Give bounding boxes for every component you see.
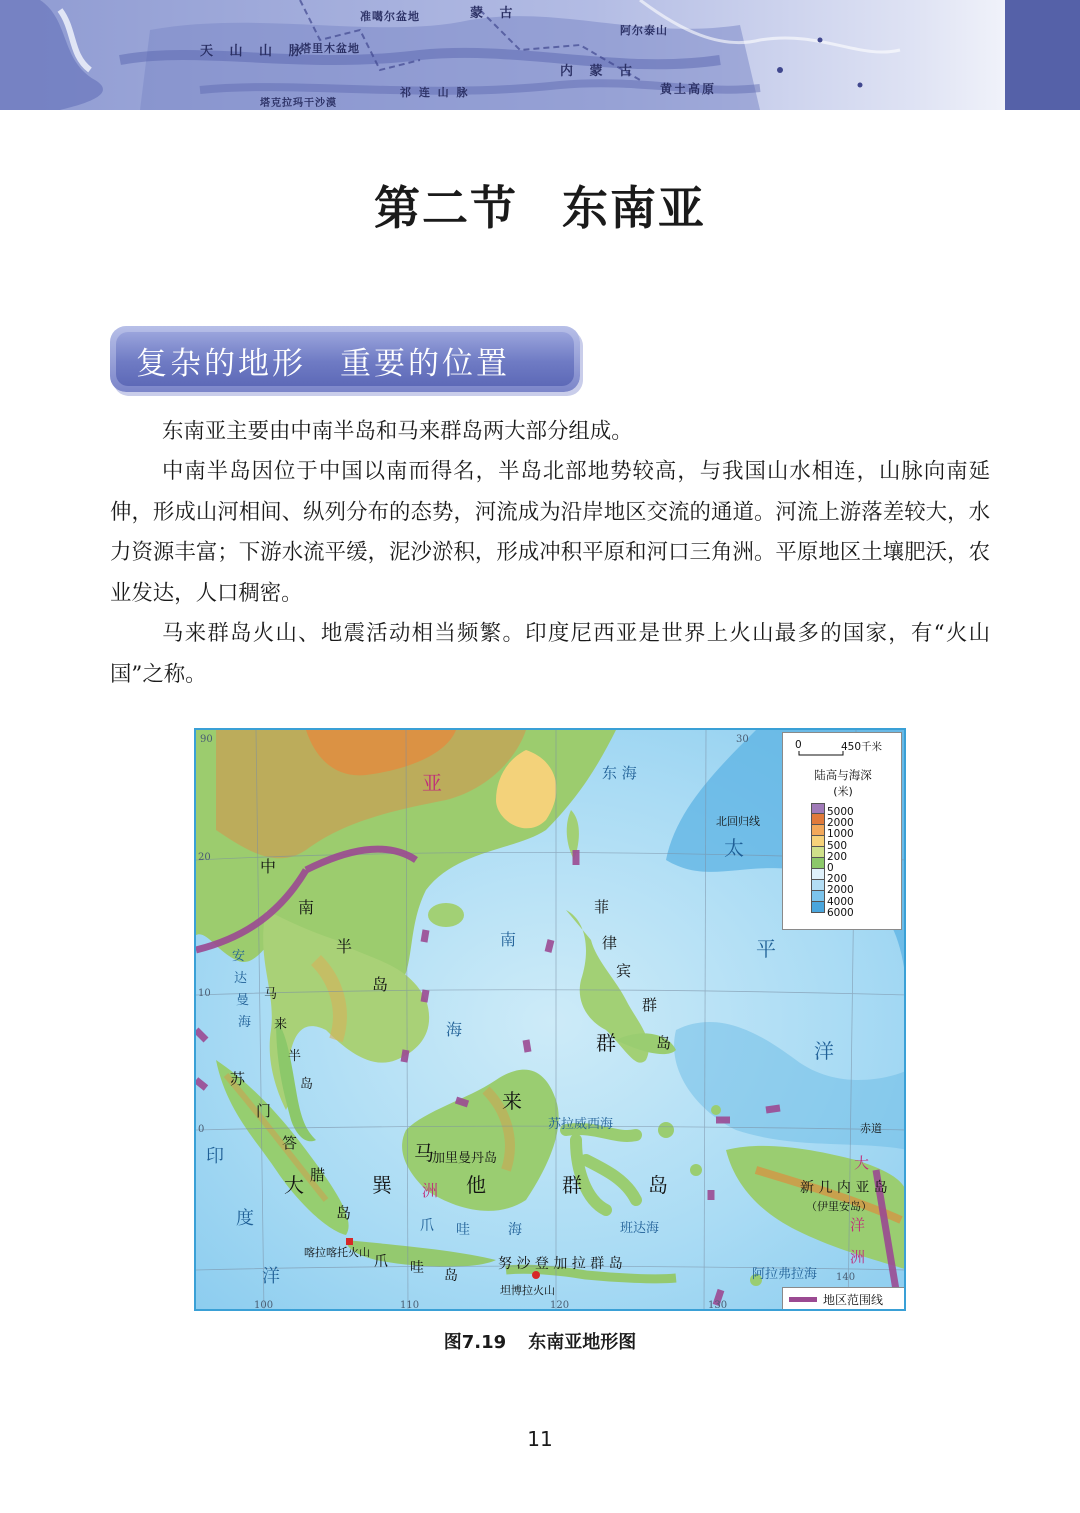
scale-line — [791, 739, 895, 759]
legend-bar-2000 — [811, 814, 825, 825]
section-title — [0, 172, 1080, 238]
grid-lon-130: 130 — [708, 1300, 728, 1311]
legend-value: 6000 — [827, 906, 854, 919]
label-java-1: 爪 — [374, 1254, 388, 1270]
banner-label: 祁 连 山 脉 — [400, 86, 470, 99]
label-malay-archipelago-1: 群 — [596, 1031, 616, 1055]
section-name: 东南亚 — [562, 181, 706, 235]
label-andaman-1: 安 — [232, 949, 246, 964]
grid-deg-30: 30 — [736, 734, 749, 745]
legend-color-bars — [811, 803, 825, 913]
label-celebes-island: 岛 — [648, 1173, 668, 1197]
label-java-sea-3: 海 — [508, 1222, 522, 1238]
subsection-title-part2: 重要的位置 — [340, 346, 510, 382]
label-celebes-group: 群 — [562, 1173, 582, 1197]
legend-bar-1000 — [811, 825, 825, 836]
label-malay-peninsula-4: 岛 — [300, 1077, 314, 1092]
label-equator: 赤道 — [860, 1122, 882, 1135]
label-indochina-1: 中 — [260, 857, 277, 876]
label-philippines-5: 岛 — [656, 1034, 672, 1052]
grid-lat-0: 0 — [198, 1124, 205, 1135]
legend-bar-200 — [811, 847, 825, 858]
label-java-sea-1: 爪 — [420, 1218, 434, 1234]
grid-lon-110: 110 — [400, 1300, 420, 1311]
label-asia-continent: 洲 — [422, 1181, 439, 1200]
legend-title: 陆高与海深 — [814, 768, 872, 782]
label-sumatra-3: 答 — [282, 1134, 298, 1152]
label-indochina-4: 岛 — [372, 975, 389, 994]
label-indian-ocean-3: 洋 — [262, 1266, 280, 1287]
grid-deg-90: 90 — [200, 734, 213, 745]
banner-label: 内 蒙 古 — [560, 64, 639, 79]
legend-value: 0 — [827, 862, 834, 875]
banner-label: 塔克拉玛干沙漠 — [260, 98, 337, 109]
label-java-2: 哇 — [410, 1260, 424, 1276]
scale-bar — [791, 739, 895, 753]
legend-unit: (米) — [833, 785, 853, 798]
map-legend — [782, 732, 902, 930]
header-color-block — [1005, 0, 1080, 110]
label-tropic: 北回归线 — [716, 815, 760, 828]
label-kalimantan: 加里曼丹岛 — [432, 1151, 498, 1166]
label-pacific-3: 洋 — [814, 1039, 834, 1063]
legend-bar-sea-200 — [811, 869, 825, 880]
legend-value: 500 — [827, 839, 848, 852]
legend-value: 200 — [827, 873, 848, 886]
label-sumatra-4: 腊 — [310, 1166, 326, 1184]
legend-value: 2000 — [827, 884, 854, 897]
legend-bar-sea-2000 — [811, 880, 825, 891]
label-new-guinea: 新 几 内 亚 岛 — [800, 1180, 888, 1196]
page-number: 11 — [527, 1427, 553, 1451]
label-pacific-2: 平 — [756, 937, 776, 961]
legend-values — [827, 807, 897, 919]
label-sulawesi-sea: 苏拉威西海 — [548, 1117, 614, 1132]
banner-label: 准噶尔盆地 — [360, 10, 420, 23]
banner-label: 天 山 山 脉 — [200, 44, 308, 59]
label-java-sea-2: 哇 — [456, 1222, 470, 1238]
label-irian: （伊里安岛） — [806, 1200, 872, 1213]
label-banda-sea: 班达海 — [620, 1221, 660, 1236]
paragraph-malay-archipelago: 马来群岛火山、地震活动相当频繁。印度尼西亚是世界上火山最多的国家，有“火山国”之称。 — [110, 621, 990, 687]
label-greater-sunda-3: 他 — [466, 1173, 486, 1197]
label-malay-peninsula-3: 半 — [288, 1049, 302, 1064]
section-number: 第二节 — [374, 181, 518, 235]
label-java-3: 岛 — [444, 1268, 458, 1284]
label-sumatra-5: 岛 — [336, 1204, 352, 1222]
label-malay-archipelago-3: 马 — [414, 1141, 434, 1165]
label-greater-sunda-2: 巽 — [372, 1173, 392, 1197]
subsection-banner — [110, 326, 580, 392]
label-malay-peninsula-2: 来 — [274, 1017, 288, 1032]
legend-bar-sea-4000 — [811, 891, 825, 902]
label-south-sea-1: 南 — [500, 930, 517, 949]
label-oceania-1: 大 — [854, 1154, 870, 1172]
banner-label: 蒙 古 — [470, 6, 519, 21]
paragraph-indochina: 中南半岛因位于中国以南而得名，半岛北部地势较高，与我国山水相连，山脉向南延伸，形成山河相间、纵列分布的态势，河流成为沿岸地区交流的通道。河流上游落差较大，水力资源丰富；下游水流平缓，泥沙淤积，形成冲积平原和河口三角洲。平原地区土壤肥沃，农业发达，人口稠密。 — [110, 459, 990, 606]
label-greater-sunda-1: 大 — [284, 1173, 304, 1197]
grid-lon-120: 120 — [550, 1300, 570, 1311]
subsection-title — [136, 338, 510, 383]
label-indian-ocean-1: 印 — [206, 1146, 224, 1167]
label-malay-peninsula-1: 马 — [264, 987, 278, 1002]
scale-end: 450千米 — [841, 741, 883, 753]
label-tambora: 坦博拉火山 — [500, 1284, 555, 1297]
range-line-legend — [782, 1287, 904, 1309]
label-philippines-2: 律 — [602, 934, 618, 952]
paragraph-intro: 东南亚主要由中南半岛和马来群岛两大部分组成。 — [162, 419, 633, 444]
banner-label: 黄土高原 — [660, 82, 717, 96]
figure-caption — [0, 1328, 1080, 1354]
scale-zero: 0 — [795, 739, 802, 751]
label-krakatau: 喀拉喀托火山 — [304, 1246, 370, 1259]
label-south-sea-2: 海 — [446, 1020, 463, 1039]
label-andaman-2: 达 — [234, 971, 248, 986]
label-philippines-1: 菲 — [594, 898, 610, 916]
label-arafura: 阿拉弗拉海 — [752, 1267, 818, 1282]
subsection-title-part1: 复杂的地形 — [136, 346, 306, 382]
label-nusa-tenggara: 努 沙 登 加 拉 群 岛 — [498, 1256, 623, 1272]
label-indochina-2: 南 — [298, 898, 315, 917]
label-andaman-3: 曼 — [236, 993, 250, 1008]
grid-lat-20: 20 — [198, 852, 211, 863]
legend-bar-5000 — [811, 803, 825, 814]
label-pacific-1: 太 — [724, 836, 744, 860]
range-line-swatch — [789, 1297, 817, 1302]
label-philippines-3: 宾 — [616, 962, 632, 980]
label-asia: 亚 — [422, 771, 442, 795]
label-east-sea: 东 海 — [602, 764, 637, 782]
legend-value: 5000 — [827, 806, 854, 818]
grid-lat-10: 10 — [198, 988, 211, 999]
figure-number: 图7.19 — [443, 1332, 507, 1353]
label-sumatra-2: 门 — [256, 1102, 272, 1120]
grid-lon-140: 140 — [836, 1272, 856, 1283]
label-malay-archipelago-2: 来 — [502, 1089, 522, 1113]
legend-bar-sea-6000 — [811, 902, 825, 913]
legend-value: 1000 — [827, 828, 854, 841]
legend-value: 2000 — [827, 817, 854, 830]
legend-bar-500 — [811, 836, 825, 847]
label-indochina-3: 半 — [336, 937, 353, 956]
label-indian-ocean-2: 度 — [236, 1208, 254, 1229]
banner-label: 阿尔泰山 — [620, 24, 668, 37]
legend-value: 200 — [827, 850, 848, 863]
label-andaman-4: 海 — [238, 1015, 252, 1030]
header-relief-map — [0, 0, 1080, 110]
grid-lon-100: 100 — [254, 1300, 274, 1311]
southeast-asia-map — [194, 728, 906, 1311]
label-oceania-3: 洲 — [850, 1248, 866, 1266]
label-sumatra-1: 苏 — [230, 1070, 246, 1088]
label-philippines-4: 群 — [642, 996, 658, 1014]
banner-label: 塔里木盆地 — [300, 42, 360, 55]
header-banner — [0, 0, 1080, 110]
label-oceania-2: 洋 — [850, 1216, 866, 1234]
legend-bar-0 — [811, 858, 825, 869]
figure-title: 东南亚地形图 — [528, 1332, 637, 1353]
range-line-label: 地区范围线 — [823, 1293, 884, 1307]
legend-value: 4000 — [827, 895, 854, 908]
